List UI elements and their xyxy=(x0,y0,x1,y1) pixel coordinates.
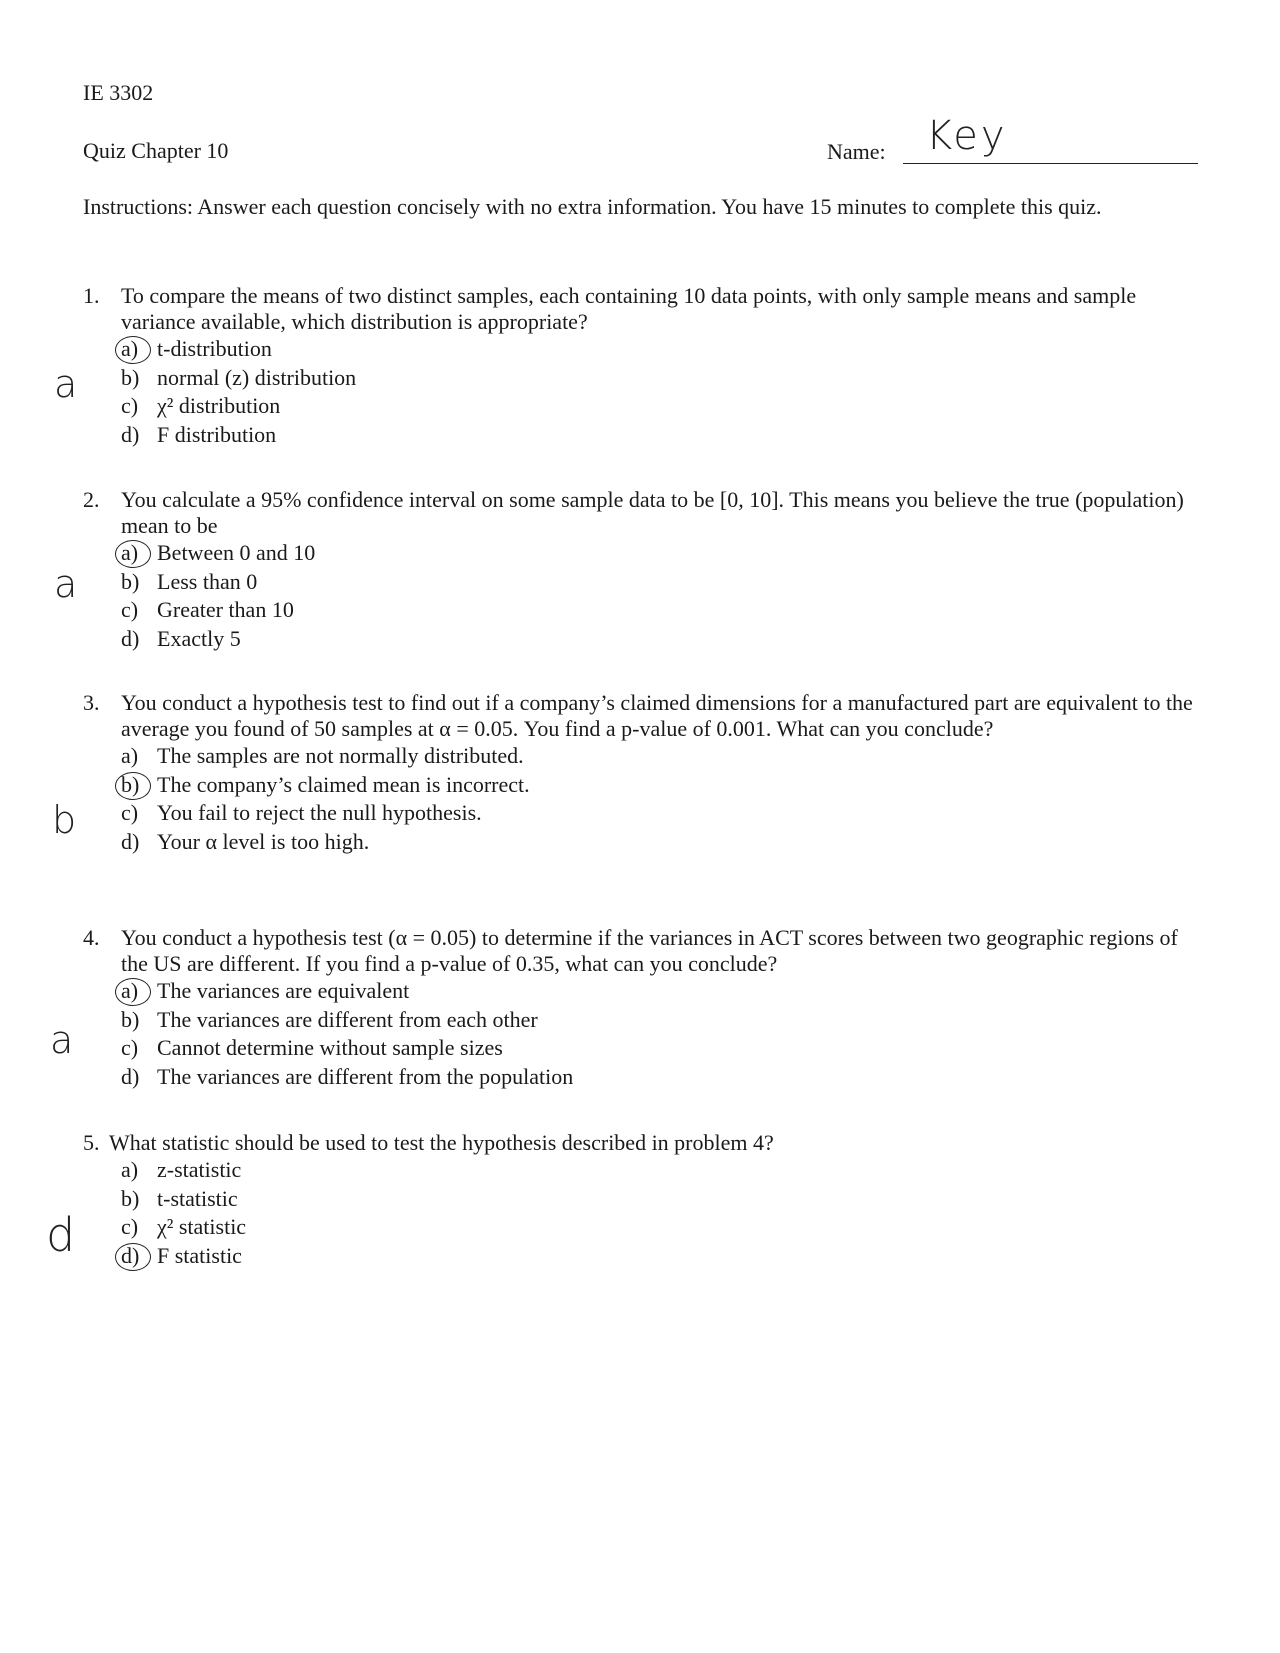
option-b xyxy=(121,1006,1203,1035)
option-a xyxy=(121,335,1203,364)
option-text: Your α level is too high. xyxy=(157,828,370,854)
question-number: 1. xyxy=(83,283,100,308)
question-text: You conduct a hypothesis test (α = 0.05) to determine if the variances in ACT scores between two geographic regions of the US are different. If you find a p-value of 0.35, what can you conclude? xyxy=(121,925,1178,976)
option-text: t-statistic xyxy=(157,1185,238,1211)
option-letter: c) xyxy=(121,800,139,825)
option-text: Cannot determine without sample sizes xyxy=(157,1035,503,1060)
option-letter: d) xyxy=(121,421,140,447)
option-b xyxy=(121,1185,1203,1214)
option-b xyxy=(121,364,1203,393)
option-d xyxy=(121,1063,1203,1092)
option-a xyxy=(121,539,1203,568)
option-text: Less than 0 xyxy=(157,568,258,594)
option-letter: d) xyxy=(121,1063,140,1089)
option-a xyxy=(121,1156,1203,1185)
option-letter: a) xyxy=(121,977,157,1006)
option-text: Greater than 10 xyxy=(157,597,294,622)
answer-circle xyxy=(115,772,151,800)
question-number: 3. xyxy=(83,690,100,715)
option-text: χ² distribution xyxy=(157,393,281,418)
question-stem xyxy=(83,487,1203,539)
option-d xyxy=(121,1242,1203,1271)
option-text: F distribution xyxy=(157,421,277,447)
option-text: The company’s claimed mean is incorrect. xyxy=(157,771,530,797)
option-text: χ² statistic xyxy=(157,1214,247,1239)
option-c xyxy=(121,392,1203,421)
option-letter: b) xyxy=(121,364,140,390)
option-letter: b) xyxy=(121,1006,140,1032)
option-text: The variances are different from the population xyxy=(157,1063,574,1089)
question-stem xyxy=(83,925,1203,977)
question-text: What statistic should be used to test the hypothesis described in problem 4? xyxy=(109,1130,774,1155)
option-text: Exactly 5 xyxy=(157,625,241,651)
option-d xyxy=(121,421,1203,450)
handwritten-answer-1: a xyxy=(54,362,78,406)
option-d xyxy=(121,625,1203,654)
name-handwritten: Key xyxy=(926,113,1008,159)
handwritten-answer-4: a xyxy=(50,1018,74,1062)
question-5 xyxy=(83,1130,1203,1270)
option-list xyxy=(83,977,1203,1091)
option-list xyxy=(83,335,1203,449)
question-1 xyxy=(83,283,1203,449)
question-number: 4. xyxy=(83,925,100,950)
option-letter: c) xyxy=(121,597,139,622)
question-stem xyxy=(83,690,1203,742)
question-stem xyxy=(83,283,1203,335)
option-text: F statistic xyxy=(157,1242,242,1268)
option-list xyxy=(83,742,1203,856)
answer-circle xyxy=(115,336,151,364)
answer-circle xyxy=(115,540,151,568)
handwritten-answer-5: d xyxy=(46,1208,76,1262)
option-letter: a) xyxy=(121,1157,139,1182)
instructions: Instructions: Answer each question concisely with no extra information. You have 15 minutes to complete this quiz. xyxy=(83,194,1102,219)
option-list xyxy=(83,539,1203,653)
option-text: t-distribution xyxy=(157,336,272,361)
course-code: IE 3302 xyxy=(83,80,154,105)
question-stem xyxy=(83,1130,1203,1156)
question-text: You calculate a 95% confidence interval on some sample data to be [0, 10]. This means you believe the true (population) mean to be xyxy=(121,487,1184,538)
name-label: Name: xyxy=(827,139,886,164)
option-text: You fail to reject the null hypothesis. xyxy=(157,800,482,825)
quiz-title: Quiz Chapter 10 xyxy=(83,138,229,163)
option-letter: a) xyxy=(121,743,139,768)
option-c xyxy=(121,1213,1203,1242)
option-b xyxy=(121,771,1203,800)
option-letter: a) xyxy=(121,335,157,364)
option-text: z-statistic xyxy=(157,1157,242,1182)
question-3 xyxy=(83,690,1203,856)
option-text: The variances are equivalent xyxy=(157,978,410,1003)
name-underline xyxy=(903,163,1198,164)
option-letter: d) xyxy=(121,1242,157,1271)
handwritten-answer-3: b xyxy=(52,798,77,842)
option-c xyxy=(121,1034,1203,1063)
question-text: You conduct a hypothesis test to find out if a company’s claimed dimensions for a manufactured part are equivalent to the average you found of 50 samples at α = 0.05. You find a p-value of 0.001. What can you conclude? xyxy=(121,690,1193,741)
question-2 xyxy=(83,487,1203,653)
option-letter: d) xyxy=(121,828,140,854)
option-text: The samples are not normally distributed. xyxy=(157,743,524,768)
handwritten-answer-2: a xyxy=(54,562,78,606)
option-letter: b) xyxy=(121,771,157,800)
question-4 xyxy=(83,925,1203,1091)
option-letter: b) xyxy=(121,1185,140,1211)
answer-circle xyxy=(115,1243,151,1271)
option-c xyxy=(121,799,1203,828)
option-letter: a) xyxy=(121,539,157,568)
option-text: normal (z) distribution xyxy=(157,364,357,390)
option-text: Between 0 and 10 xyxy=(157,540,316,565)
option-letter: b) xyxy=(121,568,140,594)
option-letter: c) xyxy=(121,393,139,418)
option-letter: c) xyxy=(121,1214,139,1239)
option-letter: d) xyxy=(121,625,140,651)
option-d xyxy=(121,828,1203,857)
answer-circle xyxy=(115,978,151,1006)
option-b xyxy=(121,568,1203,597)
question-number: 2. xyxy=(83,487,100,512)
option-letter: c) xyxy=(121,1035,139,1060)
question-text: To compare the means of two distinct samples, each containing 10 data points, with only sample means and sample variance available, which distribution is appropriate? xyxy=(121,283,1137,334)
option-a xyxy=(121,742,1203,771)
option-text: The variances are different from each other xyxy=(157,1006,538,1032)
option-list xyxy=(83,1156,1203,1270)
option-a xyxy=(121,977,1203,1006)
question-number: 5. xyxy=(83,1130,100,1155)
option-c xyxy=(121,596,1203,625)
